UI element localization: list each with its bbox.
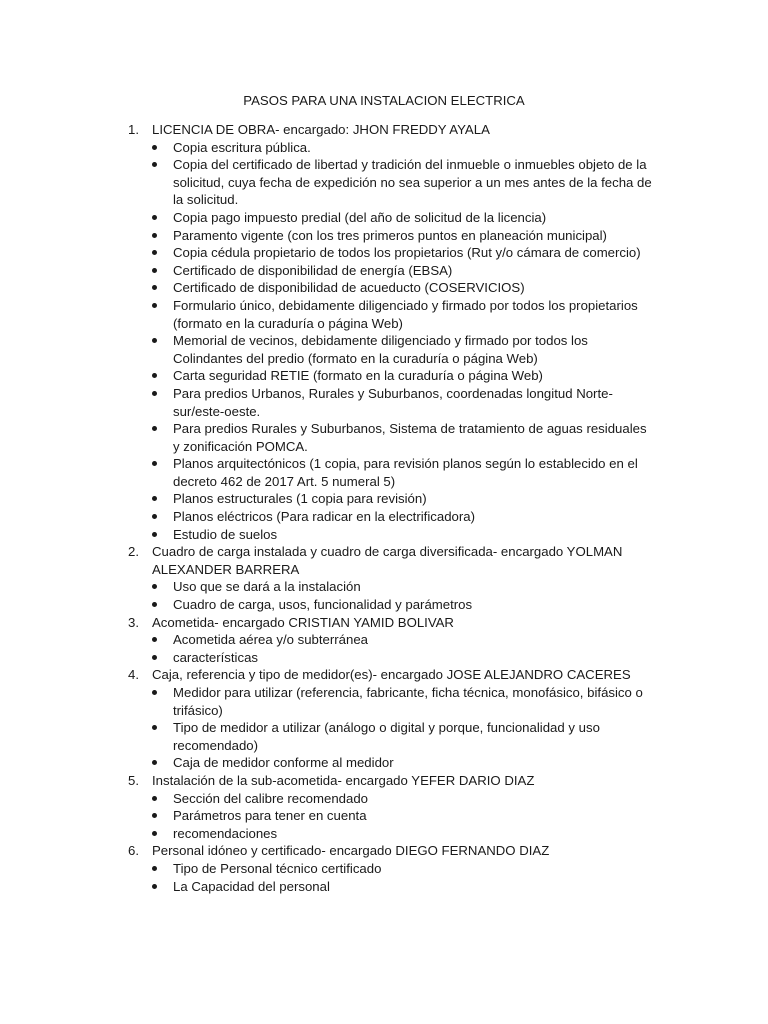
bullet-icon bbox=[152, 303, 157, 308]
list-item-text: Copia cédula propietario de todos los propietarios (Rut y/o cámara de comercio) bbox=[173, 245, 641, 261]
list-item bbox=[152, 297, 652, 332]
list-item bbox=[152, 209, 652, 227]
list-item bbox=[152, 860, 652, 878]
step-number: 6. bbox=[128, 843, 139, 859]
list-item-text: Para predios Rurales y Suburbanos, Sistema de tratamiento de aguas residuales y zonificación POMCA. bbox=[173, 421, 647, 454]
list-item-text: Formulario único, debidamente diligenciado y firmado por todos los propietarios (formato en la curaduría o página Web) bbox=[173, 297, 638, 331]
bullet-icon bbox=[152, 391, 157, 396]
step-heading: Caja, referencia y tipo de medidor(es)- encargado JOSE ALEJANDRO CACERES bbox=[152, 667, 631, 683]
list-item-text: Planos eléctricos (Para radicar en la electrificadora) bbox=[173, 509, 475, 525]
step-2-items bbox=[152, 578, 652, 613]
list-item-text: Planos arquitectónicos (1 copia, para revisión planos según lo establecido en el decreto 462 de 2017 Art. 5 numeral 5) bbox=[173, 456, 638, 489]
bullet-icon bbox=[152, 831, 157, 836]
list-item-text: Copia pago impuesto predial (del año de solicitud de la licencia) bbox=[173, 209, 547, 225]
document-title: PASOS PARA UNA INSTALACION ELECTRICA bbox=[243, 93, 525, 108]
bullet-icon bbox=[152, 250, 157, 255]
step-1-items bbox=[152, 139, 652, 544]
list-item-text: Planos estructurales (1 copia para revisión) bbox=[173, 491, 427, 507]
bullet-icon bbox=[152, 602, 157, 607]
list-item bbox=[152, 156, 652, 209]
bullet-icon bbox=[152, 690, 157, 695]
bullet-icon bbox=[152, 760, 157, 765]
list-item bbox=[152, 385, 652, 420]
list-item-text: Copia escritura pública. bbox=[173, 139, 311, 155]
steps-list bbox=[128, 121, 652, 895]
list-item-text: Copia del certificado de libertad y tradición del inmueble o inmuebles objeto de la solicitud, cuya fecha de expedición no sea superior a un mes antes de la fecha de la solicitud. bbox=[173, 157, 652, 208]
list-item bbox=[152, 508, 652, 526]
list-item bbox=[152, 367, 652, 385]
bullet-icon bbox=[152, 268, 157, 273]
list-item bbox=[152, 420, 652, 455]
step-number: 2. bbox=[128, 544, 139, 560]
list-item-text: Sección del calibre recomendado bbox=[173, 790, 368, 806]
step-heading: Cuadro de carga instalada y cuadro de carga diversificada- encargado YOLMAN ALEXANDER BARRERA bbox=[152, 544, 623, 577]
bullet-icon bbox=[152, 215, 157, 220]
list-item bbox=[152, 227, 652, 245]
list-item bbox=[152, 279, 652, 297]
list-item-text: Certificado de disponibilidad de energía (EBSA) bbox=[173, 262, 453, 278]
list-item bbox=[152, 332, 652, 367]
bullet-icon bbox=[152, 373, 157, 378]
list-item bbox=[152, 825, 652, 843]
step-3 bbox=[128, 614, 652, 667]
list-item bbox=[152, 139, 652, 157]
bullet-icon bbox=[152, 532, 157, 537]
bullet-icon bbox=[152, 285, 157, 290]
list-item-text: Cuadro de carga, usos, funcionalidad y parámetros bbox=[173, 597, 473, 613]
list-item bbox=[152, 878, 652, 896]
step-heading: Acometida- encargado CRISTIAN YAMID BOLIVAR bbox=[152, 614, 454, 630]
bullet-icon bbox=[152, 233, 157, 238]
list-item bbox=[152, 596, 652, 614]
step-number: 5. bbox=[128, 772, 139, 788]
list-item-text: Parámetros para tener en cuenta bbox=[173, 808, 367, 824]
list-item-text: La Capacidad del personal bbox=[173, 878, 330, 894]
list-item bbox=[152, 631, 652, 649]
bullet-icon bbox=[152, 145, 157, 150]
list-item bbox=[152, 526, 652, 544]
list-item bbox=[152, 262, 652, 280]
list-item-text: Para predios Urbanos, Rurales y Suburbanos, coordenadas longitud Norte-sur/este-oeste. bbox=[173, 385, 613, 419]
list-item bbox=[152, 244, 652, 262]
list-item bbox=[152, 649, 652, 667]
bullet-icon bbox=[152, 584, 157, 589]
step-2 bbox=[128, 543, 652, 613]
list-item-text: Estudio de suelos bbox=[173, 526, 278, 542]
step-number: 3. bbox=[128, 614, 139, 630]
bullet-icon bbox=[152, 655, 157, 660]
list-item bbox=[152, 455, 652, 490]
step-number: 4. bbox=[128, 667, 139, 683]
list-item bbox=[152, 754, 652, 772]
step-number: 1. bbox=[128, 122, 139, 137]
list-item-text: Memorial de vecinos, debidamente diligenciado y firmado por todos los Colindantes del predio (formato en la curaduría o página Web) bbox=[173, 333, 588, 366]
bullet-icon bbox=[152, 637, 157, 642]
bullet-icon bbox=[152, 461, 157, 466]
step-1 bbox=[128, 121, 652, 543]
step-heading: Personal idóneo y certificado- encargado DIEGO FERNANDO DIAZ bbox=[152, 843, 550, 859]
list-item-text: Medidor para utilizar (referencia, fabricante, ficha técnica, monofásico, bifásico o trifásico) bbox=[173, 685, 643, 718]
list-item bbox=[152, 490, 652, 508]
step-5-items bbox=[152, 790, 652, 843]
list-item-text: características bbox=[173, 649, 259, 665]
bullet-icon bbox=[152, 866, 157, 871]
bullet-icon bbox=[152, 796, 157, 801]
list-item bbox=[152, 807, 652, 825]
bullet-icon bbox=[152, 496, 157, 501]
list-item bbox=[152, 790, 652, 808]
list-item bbox=[152, 578, 652, 596]
list-item-text: Paramento vigente (con los tres primeros puntos en planeación municipal) bbox=[173, 227, 607, 243]
list-item-text: Tipo de Personal técnico certificado bbox=[173, 860, 382, 876]
list-item-text: Carta seguridad RETIE (formato en la curaduría o página Web) bbox=[173, 368, 543, 384]
bullet-icon bbox=[152, 426, 157, 431]
bullet-icon bbox=[152, 338, 157, 343]
list-item-text: Uso que se dará a la instalación bbox=[173, 579, 361, 595]
list-item bbox=[152, 719, 652, 754]
step-6 bbox=[128, 842, 652, 895]
step-3-items bbox=[152, 631, 652, 666]
step-4-items bbox=[152, 684, 652, 772]
list-item-text: Acometida aérea y/o subterránea bbox=[173, 632, 368, 648]
bullet-icon bbox=[152, 162, 157, 167]
list-item-text: recomendaciones bbox=[173, 825, 278, 841]
step-heading: LICENCIA DE OBRA- encargado: JHON FREDDY AYALA bbox=[152, 122, 490, 137]
step-6-items bbox=[152, 860, 652, 895]
step-4 bbox=[128, 666, 652, 772]
list-item-text: Caja de medidor conforme al medidor bbox=[173, 755, 394, 771]
list-item bbox=[152, 684, 652, 719]
bullet-icon bbox=[152, 725, 157, 730]
list-item-text: Tipo de medidor a utilizar (análogo o digital y porque, funcionalidad y uso recomendado) bbox=[173, 720, 600, 753]
bullet-icon bbox=[152, 813, 157, 818]
list-item-text: Certificado de disponibilidad de acueducto (COSERVICIOS) bbox=[173, 280, 525, 296]
step-heading: Instalación de la sub-acometida- encargado YEFER DARIO DIAZ bbox=[152, 772, 535, 788]
bullet-icon bbox=[152, 884, 157, 889]
step-5 bbox=[128, 772, 652, 842]
bullet-icon bbox=[152, 514, 157, 519]
